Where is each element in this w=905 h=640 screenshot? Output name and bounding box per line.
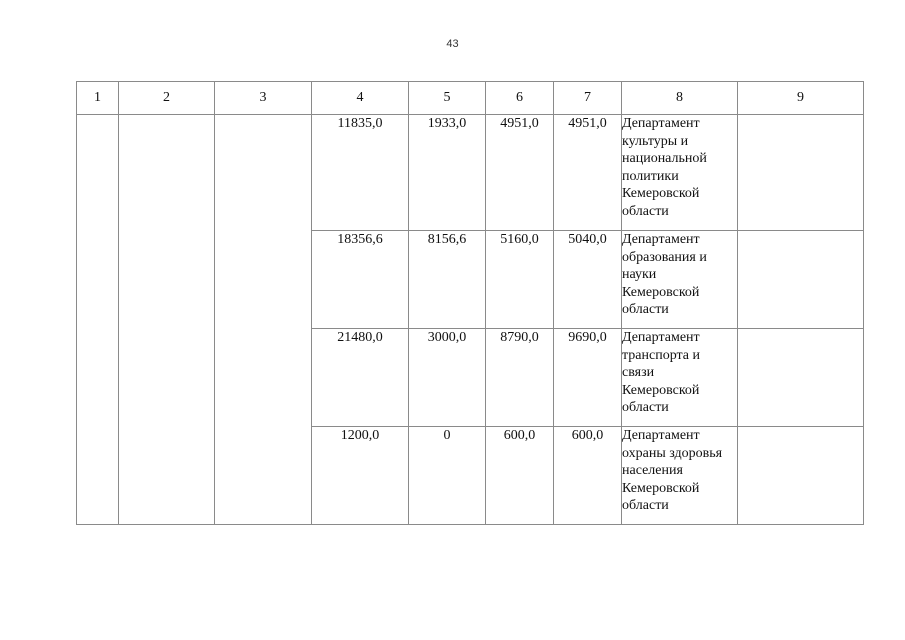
department-line: охраны здоровья: [622, 445, 723, 461]
header-cell: 5: [409, 82, 486, 115]
cell-col9: [738, 115, 864, 231]
header-cell: 8: [622, 82, 738, 115]
department-cell: [622, 231, 738, 329]
table-row: [77, 115, 864, 231]
cell-col5: 8156,6: [409, 231, 486, 329]
cell-col6: 600,0: [486, 427, 554, 525]
department-cell: [622, 329, 738, 427]
header-cell: 1: [77, 82, 119, 115]
department-line: Департамент: [622, 232, 700, 247]
cell-col9: [738, 231, 864, 329]
department-line: образования и: [622, 249, 707, 265]
cell-col6: 4951,0: [486, 115, 554, 231]
merged-cell-col2: [119, 115, 215, 525]
merged-cell-col1: [77, 115, 119, 525]
department-line: культуры и: [622, 133, 689, 149]
cell-col7: 600,0: [554, 427, 622, 525]
cell-col9: [738, 427, 864, 525]
department-line: Кемеровской: [622, 186, 700, 202]
cell-col4: 11835,0: [312, 115, 409, 231]
cell-col6: 5160,0: [486, 231, 554, 329]
header-cell: 3: [215, 82, 312, 115]
department-line: области: [622, 302, 669, 318]
cell-col4: 18356,6: [312, 231, 409, 329]
cell-col5: 3000,0: [409, 329, 486, 427]
page-number: 43: [446, 38, 459, 50]
department-line: транспорта и: [622, 347, 701, 363]
header-cell: 4: [312, 82, 409, 115]
cell-col7: 4951,0: [554, 115, 622, 231]
cell-col6: 8790,0: [486, 329, 554, 427]
cell-col7: 9690,0: [554, 329, 622, 427]
department-line: Департамент: [622, 116, 700, 131]
department-line: области: [622, 203, 669, 219]
department-line: Кемеровской: [622, 382, 700, 398]
department-cell: [622, 427, 738, 525]
department-line: Кемеровской: [622, 284, 700, 300]
department-line: науки: [622, 267, 657, 283]
header-cell: 9: [738, 82, 864, 115]
department-line: Департамент: [622, 428, 700, 443]
department-line: Департамент: [622, 330, 700, 345]
cell-col7: 5040,0: [554, 231, 622, 329]
department-line: политики: [622, 168, 679, 184]
department-line: населения: [622, 463, 683, 479]
department-line: Кемеровской: [622, 480, 700, 496]
header-row: [77, 82, 864, 115]
department-line: области: [622, 498, 669, 514]
budget-table: [76, 81, 864, 525]
department-line: связи: [622, 365, 655, 381]
cell-col5: 1933,0: [409, 115, 486, 231]
department-cell: [622, 115, 738, 231]
cell-col4: 21480,0: [312, 329, 409, 427]
cell-col5: 0: [409, 427, 486, 525]
header-cell: 7: [554, 82, 622, 115]
cell-col9: [738, 329, 864, 427]
department-line: национальной: [622, 151, 707, 167]
cell-col4: 1200,0: [312, 427, 409, 525]
merged-cell-col3: [215, 115, 312, 525]
header-cell: 6: [486, 82, 554, 115]
header-cell: 2: [119, 82, 215, 115]
department-line: области: [622, 400, 669, 416]
